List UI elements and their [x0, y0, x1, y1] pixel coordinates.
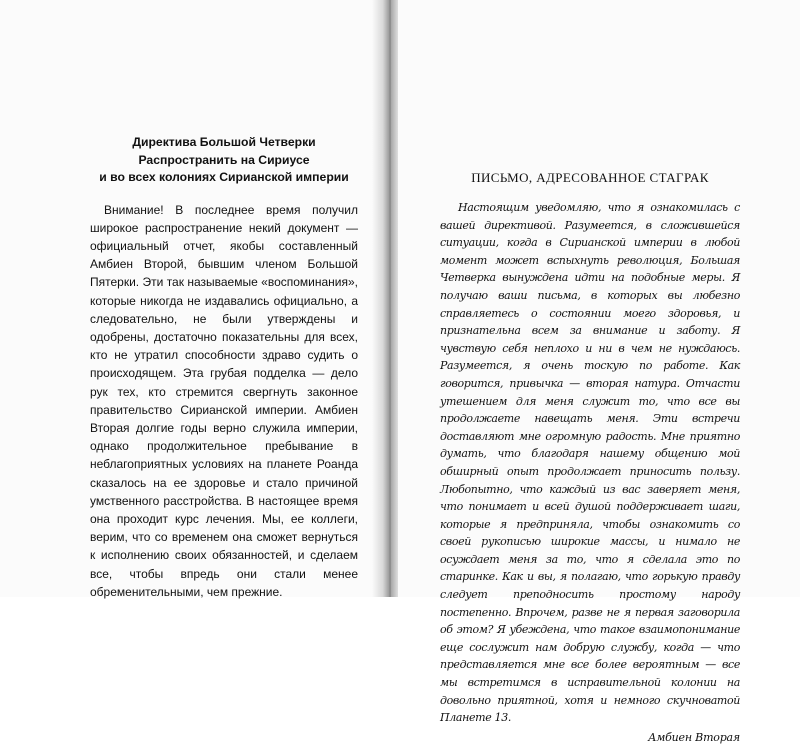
letter-body: Настоящим уведомляю, что я ознакомилась с вашей директивой. Разумеется, в сложившейся ситуации, когда в Сирианской империи в любой момент может вспыхнуть революция, Большая Четверка вынуждена идти на подобные меры. Я получаю ваши письма, в которых вы любезно справляетесь о состоянии моего здоровья, и признательна всем за внимание и заботу. Я чувствую себя неплохо и ни в чем не нуждаюсь. Разумеется, я очень тоскую по работе. Как говорится, привычка — вторая натура. Отчасти утешением для меня служит то, что все вы продолжаете навещать меня. Эти встречи доставляют мне огромную радость. Мне приятно думать, что благодаря нашему общению мой обширный опыт продолжает приносить пользу. Любопытно, что каждый из вас заверяет меня, что понимает и всей душой поддерживает шаги, которые я предприняла, чтобы ознакомить со своей рукописью широкие массы, и нимало не осуждает меня за то, что я сделала это по старинке. Как и вы, я полагаю, что горькую правду следует преподносить простому народу постепенно. Впрочем, разве не я первая заговорила об этом? Я убеждена, что такое взаимопонимание еще сослужит нам добрую службу, когда — что представляется мне все более вероятным — все мы встретимся в исправительной колонии на довольно приятной, хотя и немного скучноватой Планете 13. — [440, 201, 740, 725]
heading-line: Распространить на Сириусе — [138, 152, 310, 167]
directive-body: Внимание! В последнее время получил широкое распространение некий документ — официальный отчет, якобы составленный Амбиен Второй, бывшим членом Большой Пятерки. Эти так называемые «воспоминания», которые никогда не издавались официально, а следовательно, не были утверждены и одобрены, достаточно показательны для всех, кто не утратил способности здраво судить о происходящем. Эта грубая подделка — дело рук тех, кто стремится свергнуть законное правительство Сирианской империи. Амбиен Вторая долгие годы верно служила империи, однако продолжительное пребывание в неблагоприятных условиях на планете Роанда сказалось на ее здоровье и стало причиной умственного расстройства. В настоящее время она проходит курс лечения. Мы, ее коллеги, верим, что со временем она сможет вернуться к исполнению своих обязанностей, и сделаем все, чтобы впредь они стали менее обременительными, чем прежние. — [90, 202, 358, 599]
letter-signature: Амбиен Вторая — [648, 730, 740, 744]
heading-line: и во всех колониях Сирианской империи — [99, 170, 349, 184]
directive-heading — [90, 134, 358, 187]
right-text-block — [440, 170, 740, 746]
left-text-block — [90, 134, 358, 601]
left-page — [0, 0, 384, 597]
letter-title: ПИСЬМО, АДРЕСОВАННОЕ СТАГРАК — [471, 170, 709, 185]
heading-line: Директива Большой Четверки — [132, 135, 316, 149]
